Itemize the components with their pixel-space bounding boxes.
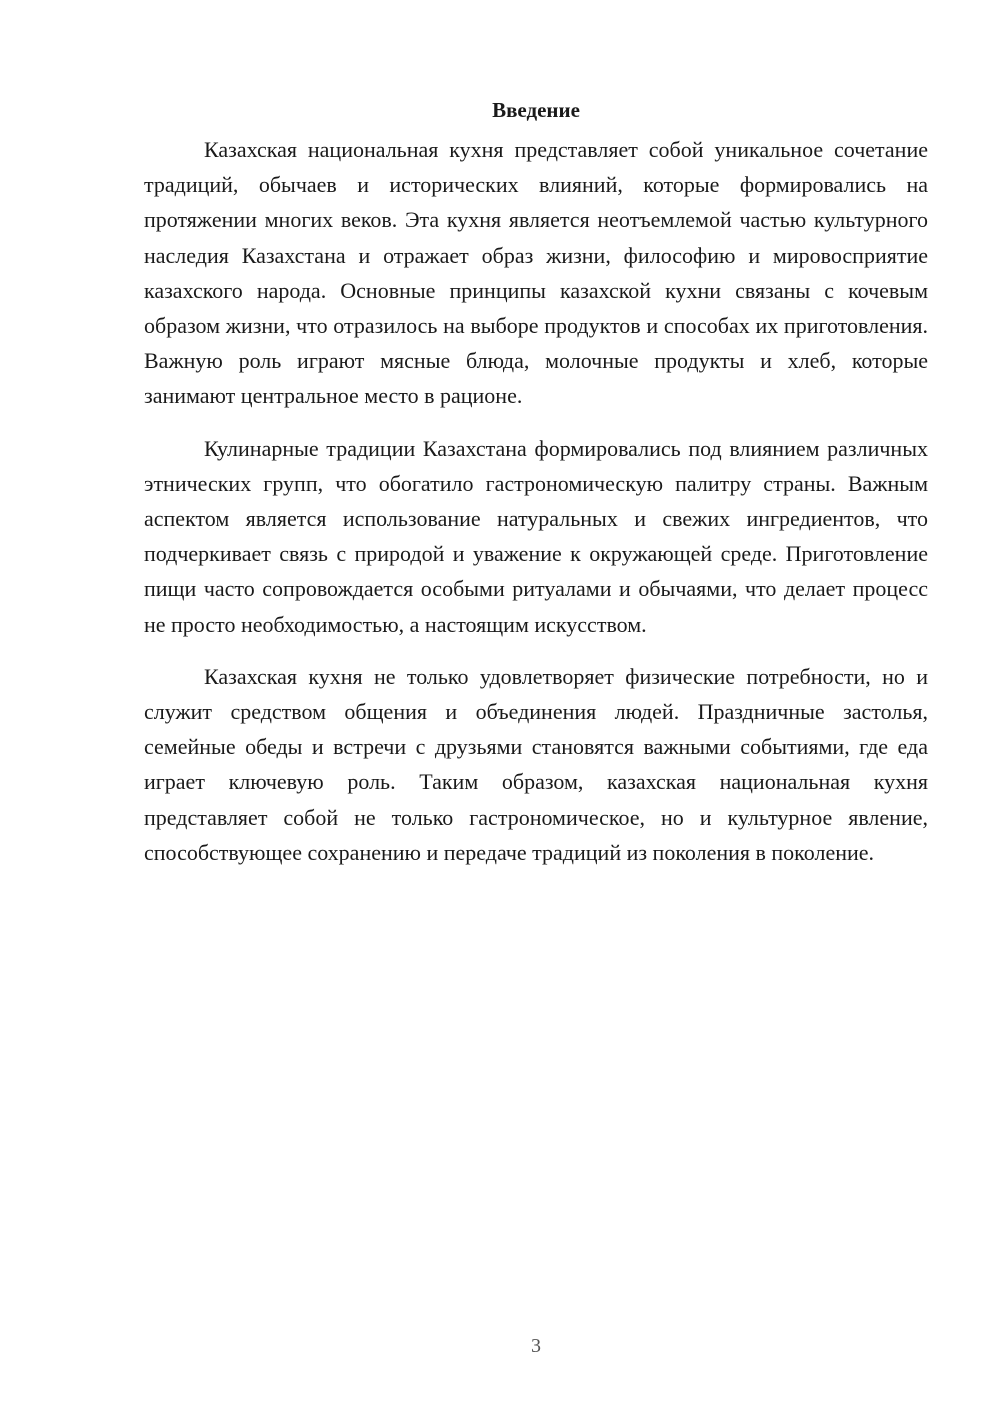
paragraph-1: Казахская национальная кухня представляет собой уникальное сочетание традиций, обычаев и исторических влияний, которые формировались на протяжении многих веков. Эта кухня является неотъемлемой частью культурного наследия Казахстана и отражает образ жизни, философию и мировосприятие казахского народа. Основные принципы казахской кухни связаны с кочевым образом жизни, что отразилось на выборе продуктов и способах их приготовления. Важную роль играют мясные блюда, молочные продукты и хлеб, которые занимают центральное место в рационе. [144, 137, 928, 409]
page-number: 3 [531, 1335, 541, 1357]
paragraph-2: Кулинарные традиции Казахстана формировались под влиянием различных этнических групп, что обогатило гастрономическую палитру страны. Важным аспектом является использование натуральных и свежих ингредиентов, что подчеркивает связь с природой и уважение к окружающей среде. Приготовление пищи часто сопровождается особыми ритуалами и обычаями, что делает процесс не просто необходимостью, а настоящим искусством. [144, 435, 928, 637]
page-content [144, 92, 928, 887]
section-heading: Введение [492, 98, 580, 122]
paragraph-3: Казахская кухня не только удовлетворяет физические потребности, но и служит средством общения и объединения людей. Праздничные застолья, семейные обеды и встречи с друзьями становятся важными событиями, где еда играет ключевую роль. Таким образом, казахская национальная кухня представляет собой не только гастрономическое, но и культурное явление, способствующее сохранению и передаче традиций из поколения в поколение. [144, 663, 928, 865]
